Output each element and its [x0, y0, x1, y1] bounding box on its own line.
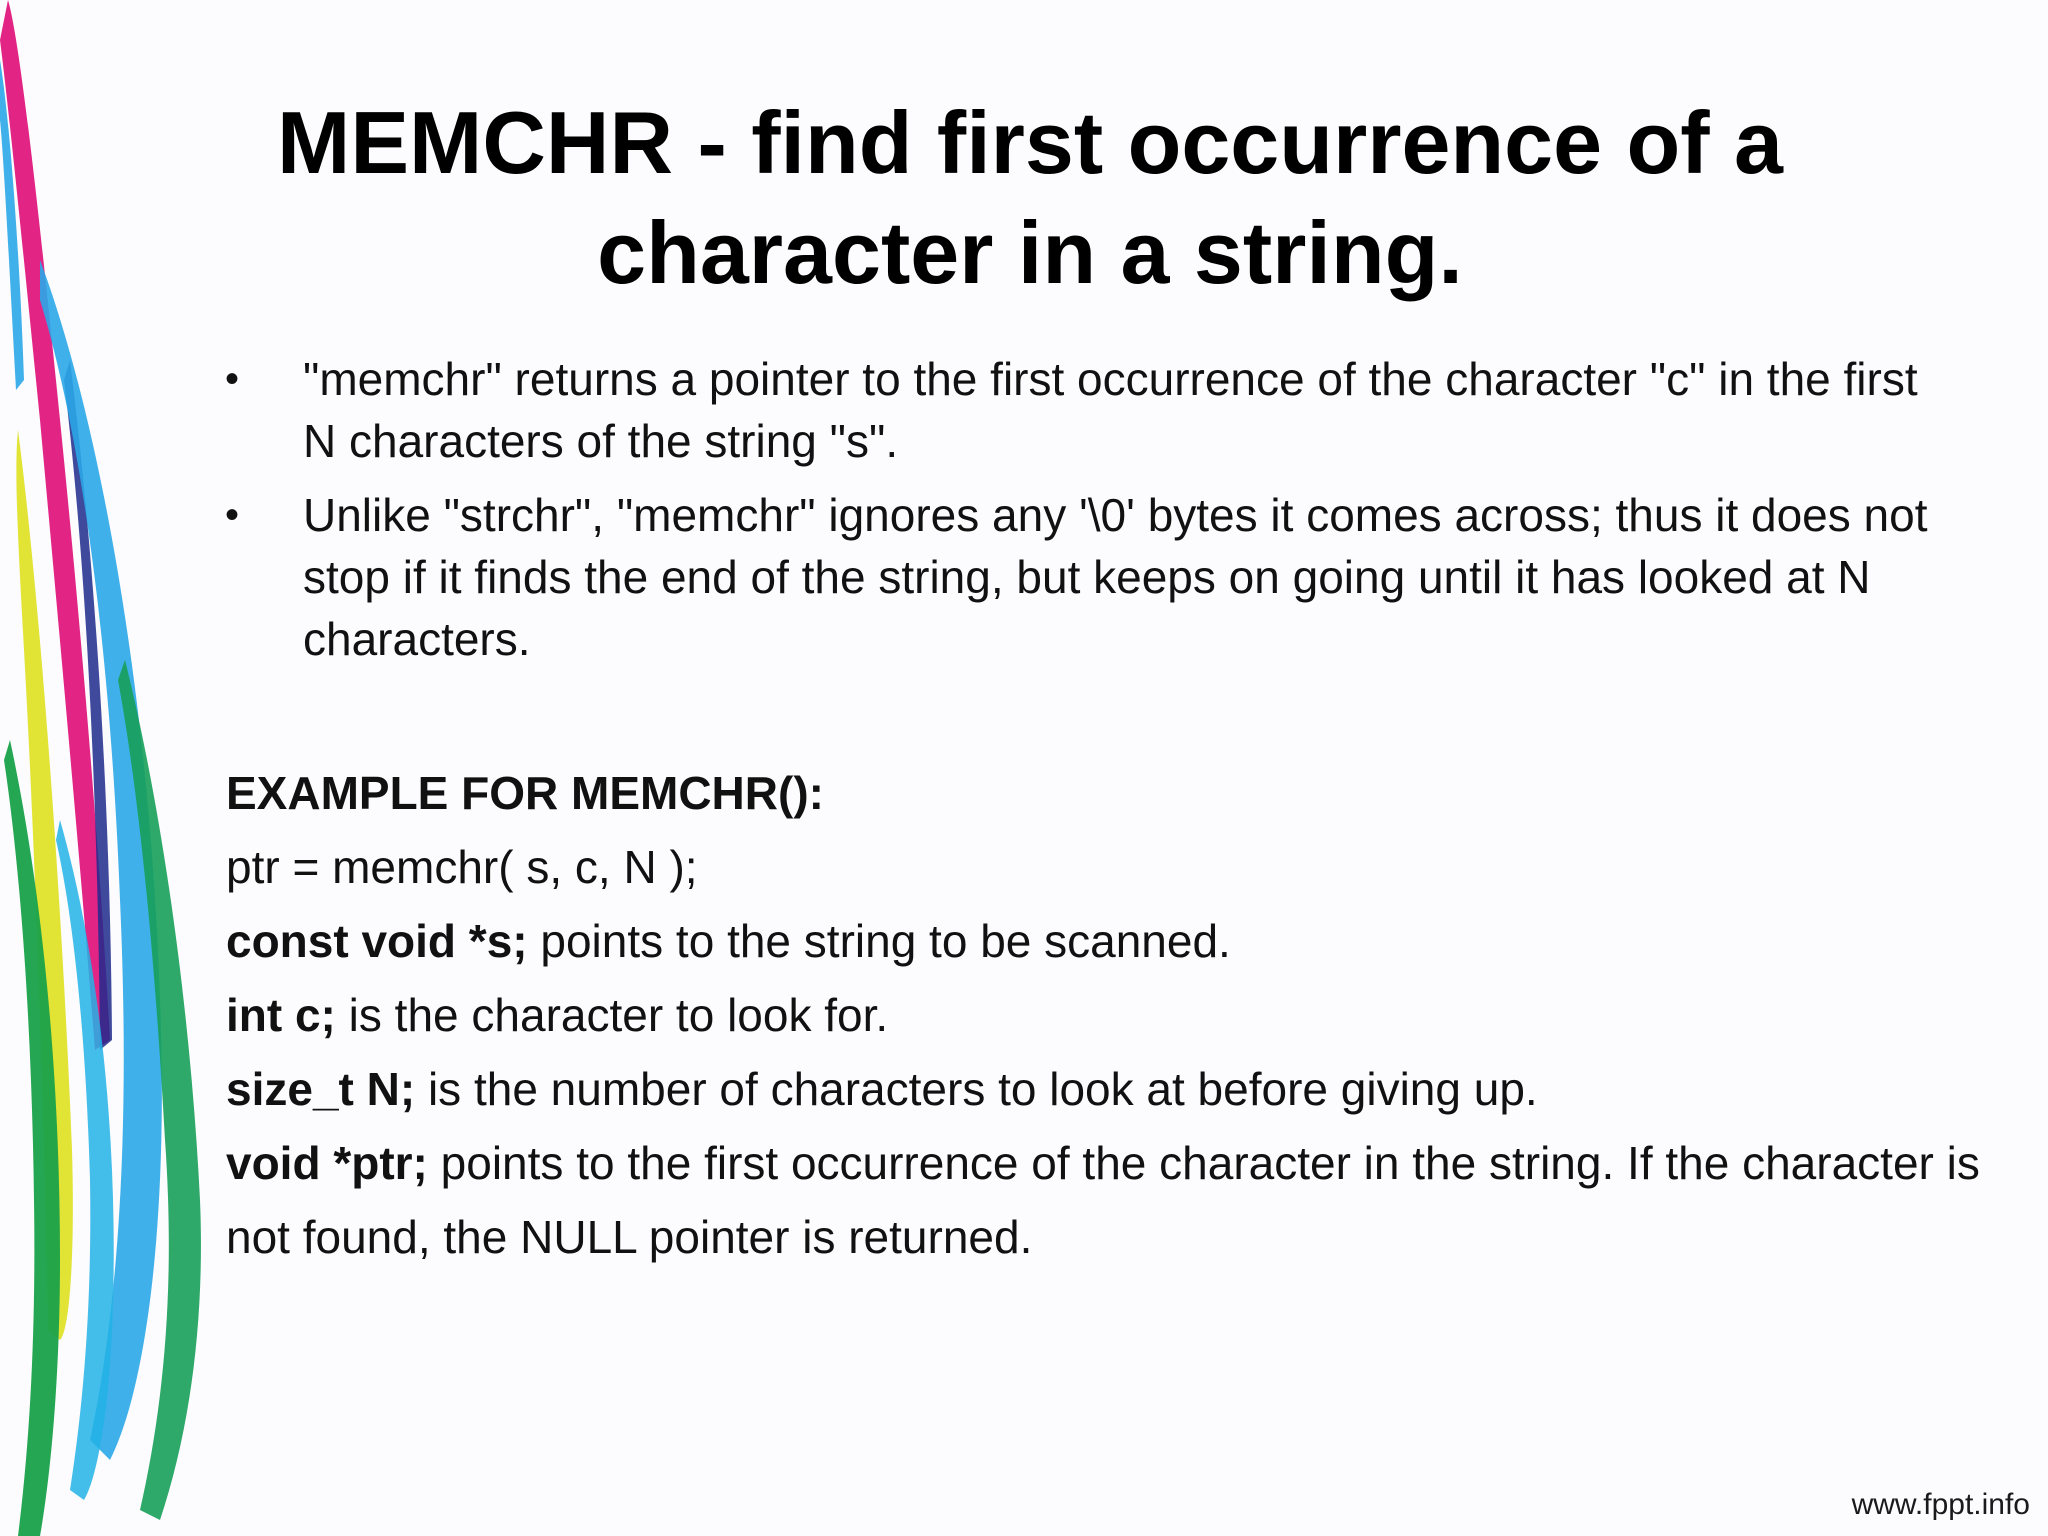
param-name: const void *s;	[226, 915, 528, 967]
param-desc: is the character to look for.	[335, 989, 889, 1041]
param-line	[226, 978, 1986, 1052]
bullet-list	[225, 348, 1945, 682]
param-desc: is the number of characters to look at before giving up.	[415, 1063, 1538, 1115]
param-name: size_t N;	[226, 1063, 416, 1115]
param-name: void *ptr;	[226, 1137, 428, 1189]
bullet-item	[225, 348, 1945, 472]
slide-title: MEMCHR - find first occurrence of a character in a string.	[277, 93, 1783, 302]
param-line	[226, 904, 1986, 978]
example-heading: EXAMPLE FOR MEMCHR():	[226, 767, 824, 819]
watermark-url: www.fppt.info	[1851, 1488, 2030, 1521]
param-desc: points to the first occurrence of the character in the string. If the character is not found, the NULL pointer is returned.	[226, 1137, 1980, 1263]
bullet-marker: •	[225, 493, 240, 537]
bullet-marker: •	[225, 357, 240, 401]
example-call: ptr = memchr( s, c, N );	[226, 841, 698, 893]
bullet-text: Unlike "strchr", "memchr" ignores any '\0' bytes it comes across; thus it does not stop if it finds the end of the string, but keeps on going until it has looked at N characters.	[303, 489, 1928, 665]
param-name: int c;	[226, 989, 336, 1041]
bullet-text: "memchr" returns a pointer to the first occurrence of the character "c" in the first N characters of the string "s".	[303, 353, 1918, 467]
param-line	[226, 1126, 1986, 1274]
param-desc: points to the string to be scanned.	[527, 915, 1231, 967]
param-line	[226, 1052, 1986, 1126]
decorative-ribbons	[0, 0, 230, 1536]
example-section	[226, 756, 1986, 1274]
bullet-item	[225, 484, 1945, 670]
